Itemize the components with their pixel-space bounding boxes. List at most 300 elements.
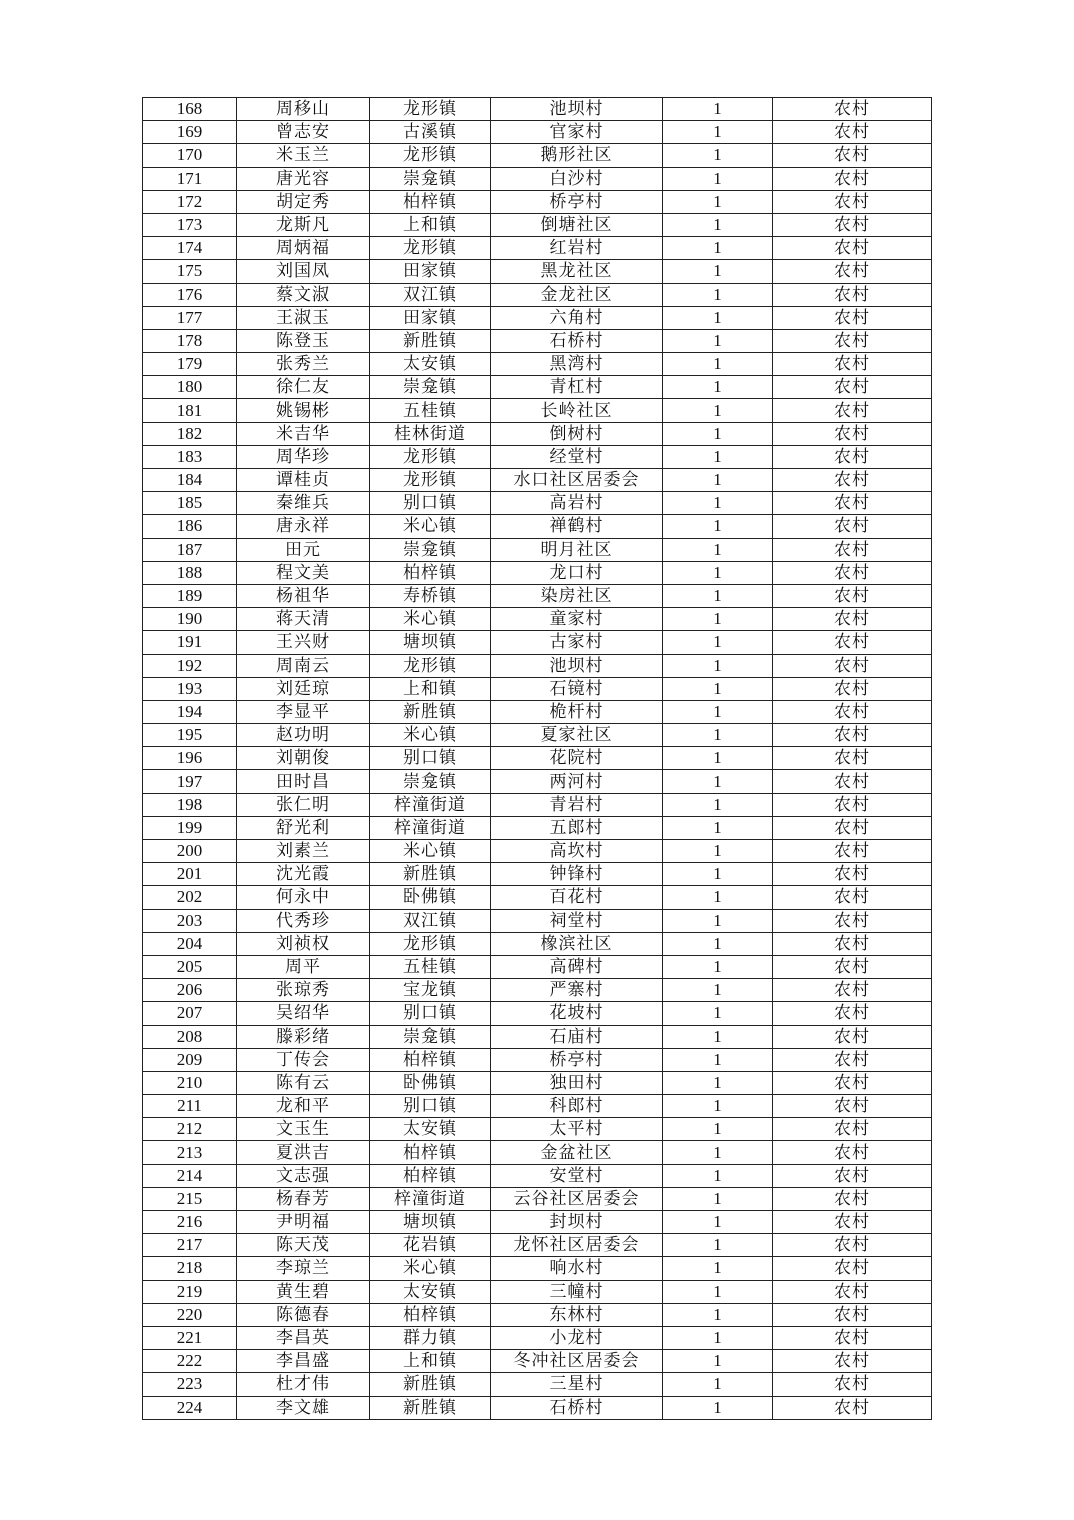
name-cell: 周南云 <box>237 654 370 677</box>
village-cell: 严寨村 <box>491 979 663 1002</box>
village-cell: 石庙村 <box>491 1025 663 1048</box>
category-cell: 农村 <box>773 237 932 260</box>
count-cell: 1 <box>663 770 773 793</box>
count-cell: 1 <box>663 306 773 329</box>
village-cell: 独田村 <box>491 1071 663 1094</box>
town-cell: 塘坝镇 <box>370 631 491 654</box>
village-cell: 红岩村 <box>491 237 663 260</box>
count-cell: 1 <box>663 469 773 492</box>
category-cell: 农村 <box>773 445 932 468</box>
town-cell: 龙形镇 <box>370 469 491 492</box>
row-number-cell: 180 <box>143 376 237 399</box>
village-cell: 黑龙社区 <box>491 260 663 283</box>
town-cell: 崇龛镇 <box>370 770 491 793</box>
town-cell: 崇龛镇 <box>370 167 491 190</box>
count-cell: 1 <box>663 886 773 909</box>
category-cell: 农村 <box>773 1118 932 1141</box>
name-cell: 米玉兰 <box>237 144 370 167</box>
count-cell: 1 <box>663 1141 773 1164</box>
village-cell: 禅鹤村 <box>491 515 663 538</box>
category-cell: 农村 <box>773 1326 932 1349</box>
town-cell: 太安镇 <box>370 1118 491 1141</box>
count-cell: 1 <box>663 631 773 654</box>
table-row <box>143 1211 932 1234</box>
name-cell: 何永中 <box>237 886 370 909</box>
name-cell: 文志强 <box>237 1164 370 1187</box>
row-number-cell: 171 <box>143 167 237 190</box>
name-cell: 丁传会 <box>237 1048 370 1071</box>
count-cell: 1 <box>663 1071 773 1094</box>
town-cell: 田家镇 <box>370 260 491 283</box>
name-cell: 张秀兰 <box>237 353 370 376</box>
table-row <box>143 1373 932 1396</box>
row-number-cell: 220 <box>143 1303 237 1326</box>
table-row <box>143 1025 932 1048</box>
category-cell: 农村 <box>773 283 932 306</box>
name-cell: 程文美 <box>237 561 370 584</box>
roster-table-body <box>143 98 932 1420</box>
name-cell: 龙斯凡 <box>237 213 370 236</box>
count-cell: 1 <box>663 376 773 399</box>
row-number-cell: 181 <box>143 399 237 422</box>
category-cell: 农村 <box>773 190 932 213</box>
category-cell: 农村 <box>773 399 932 422</box>
table-row <box>143 213 932 236</box>
table-row <box>143 399 932 422</box>
count-cell: 1 <box>663 1048 773 1071</box>
count-cell: 1 <box>663 167 773 190</box>
town-cell: 太安镇 <box>370 1280 491 1303</box>
count-cell: 1 <box>663 677 773 700</box>
row-number-cell: 197 <box>143 770 237 793</box>
town-cell: 柏梓镇 <box>370 1164 491 1187</box>
name-cell: 曾志安 <box>237 121 370 144</box>
village-cell: 两河村 <box>491 770 663 793</box>
town-cell: 别口镇 <box>370 1002 491 1025</box>
category-cell: 农村 <box>773 98 932 121</box>
name-cell: 蒋天清 <box>237 608 370 631</box>
row-number-cell: 176 <box>143 283 237 306</box>
town-cell: 宝龙镇 <box>370 979 491 1002</box>
category-cell: 农村 <box>773 747 932 770</box>
town-cell: 龙形镇 <box>370 237 491 260</box>
row-number-cell: 221 <box>143 1326 237 1349</box>
table-row <box>143 932 932 955</box>
count-cell: 1 <box>663 1002 773 1025</box>
category-cell: 农村 <box>773 631 932 654</box>
count-cell: 1 <box>663 283 773 306</box>
name-cell: 黄生碧 <box>237 1280 370 1303</box>
row-number-cell: 169 <box>143 121 237 144</box>
category-cell: 农村 <box>773 840 932 863</box>
name-cell: 沈光霞 <box>237 863 370 886</box>
village-cell: 三星村 <box>491 1373 663 1396</box>
row-number-cell: 196 <box>143 747 237 770</box>
table-row <box>143 1118 932 1141</box>
category-cell: 农村 <box>773 260 932 283</box>
row-number-cell: 199 <box>143 816 237 839</box>
row-number-cell: 186 <box>143 515 237 538</box>
category-cell: 农村 <box>773 306 932 329</box>
town-cell: 崇龛镇 <box>370 538 491 561</box>
town-cell: 崇龛镇 <box>370 1025 491 1048</box>
count-cell: 1 <box>663 932 773 955</box>
name-cell: 张琼秀 <box>237 979 370 1002</box>
category-cell: 农村 <box>773 1071 932 1094</box>
village-cell: 古家村 <box>491 631 663 654</box>
count-cell: 1 <box>663 1373 773 1396</box>
row-number-cell: 187 <box>143 538 237 561</box>
count-cell: 1 <box>663 747 773 770</box>
table-row <box>143 376 932 399</box>
table-row <box>143 863 932 886</box>
category-cell: 农村 <box>773 1187 932 1210</box>
table-row <box>143 306 932 329</box>
village-cell: 倒塘社区 <box>491 213 663 236</box>
town-cell: 龙形镇 <box>370 98 491 121</box>
town-cell: 梓潼街道 <box>370 793 491 816</box>
row-number-cell: 206 <box>143 979 237 1002</box>
town-cell: 新胜镇 <box>370 1373 491 1396</box>
name-cell: 徐仁友 <box>237 376 370 399</box>
name-cell: 杨祖华 <box>237 584 370 607</box>
village-cell: 六角村 <box>491 306 663 329</box>
name-cell: 刘朝俊 <box>237 747 370 770</box>
town-cell: 龙形镇 <box>370 445 491 468</box>
row-number-cell: 182 <box>143 422 237 445</box>
village-cell: 高碑村 <box>491 955 663 978</box>
town-cell: 柏梓镇 <box>370 190 491 213</box>
village-cell: 橡滨社区 <box>491 932 663 955</box>
row-number-cell: 188 <box>143 561 237 584</box>
count-cell: 1 <box>663 840 773 863</box>
name-cell: 龙和平 <box>237 1095 370 1118</box>
table-row <box>143 1002 932 1025</box>
count-cell: 1 <box>663 1118 773 1141</box>
town-cell: 别口镇 <box>370 747 491 770</box>
village-cell: 桥亭村 <box>491 190 663 213</box>
count-cell: 1 <box>663 1164 773 1187</box>
town-cell: 柏梓镇 <box>370 1048 491 1071</box>
name-cell: 刘廷琼 <box>237 677 370 700</box>
category-cell: 农村 <box>773 1095 932 1118</box>
category-cell: 农村 <box>773 724 932 747</box>
name-cell: 陈德春 <box>237 1303 370 1326</box>
count-cell: 1 <box>663 260 773 283</box>
village-cell: 金盆社区 <box>491 1141 663 1164</box>
category-cell: 农村 <box>773 561 932 584</box>
name-cell: 陈有云 <box>237 1071 370 1094</box>
category-cell: 农村 <box>773 1211 932 1234</box>
town-cell: 米心镇 <box>370 840 491 863</box>
count-cell: 1 <box>663 1257 773 1280</box>
category-cell: 农村 <box>773 376 932 399</box>
count-cell: 1 <box>663 654 773 677</box>
category-cell: 农村 <box>773 608 932 631</box>
row-number-cell: 201 <box>143 863 237 886</box>
table-row <box>143 445 932 468</box>
table-row <box>143 584 932 607</box>
village-cell: 明月社区 <box>491 538 663 561</box>
table-row <box>143 1164 932 1187</box>
name-cell: 周平 <box>237 955 370 978</box>
village-cell: 封坝村 <box>491 1211 663 1234</box>
table-row <box>143 1048 932 1071</box>
village-cell: 金龙社区 <box>491 283 663 306</box>
village-cell: 桅杆村 <box>491 700 663 723</box>
category-cell: 农村 <box>773 1002 932 1025</box>
town-cell: 柏梓镇 <box>370 1303 491 1326</box>
count-cell: 1 <box>663 584 773 607</box>
name-cell: 秦维兵 <box>237 492 370 515</box>
row-number-cell: 172 <box>143 190 237 213</box>
village-cell: 夏家社区 <box>491 724 663 747</box>
town-cell: 新胜镇 <box>370 1396 491 1419</box>
town-cell: 塘坝镇 <box>370 1211 491 1234</box>
table-row <box>143 1187 932 1210</box>
row-number-cell: 178 <box>143 329 237 352</box>
name-cell: 唐光容 <box>237 167 370 190</box>
town-cell: 别口镇 <box>370 492 491 515</box>
village-cell: 龙口村 <box>491 561 663 584</box>
town-cell: 米心镇 <box>370 1257 491 1280</box>
table-row <box>143 816 932 839</box>
category-cell: 农村 <box>773 1257 932 1280</box>
name-cell: 滕彩绪 <box>237 1025 370 1048</box>
table-row <box>143 98 932 121</box>
table-row <box>143 260 932 283</box>
row-number-cell: 204 <box>143 932 237 955</box>
village-cell: 桥亭村 <box>491 1048 663 1071</box>
town-cell: 桂林街道 <box>370 422 491 445</box>
table-row <box>143 793 932 816</box>
category-cell: 农村 <box>773 677 932 700</box>
row-number-cell: 170 <box>143 144 237 167</box>
category-cell: 农村 <box>773 863 932 886</box>
category-cell: 农村 <box>773 1396 932 1419</box>
name-cell: 张仁明 <box>237 793 370 816</box>
village-cell: 祠堂村 <box>491 909 663 932</box>
name-cell: 李琼兰 <box>237 1257 370 1280</box>
count-cell: 1 <box>663 1095 773 1118</box>
count-cell: 1 <box>663 1303 773 1326</box>
table-row <box>143 1095 932 1118</box>
count-cell: 1 <box>663 1280 773 1303</box>
town-cell: 梓潼街道 <box>370 816 491 839</box>
town-cell: 寿桥镇 <box>370 584 491 607</box>
table-row <box>143 515 932 538</box>
table-row <box>143 1141 932 1164</box>
category-cell: 农村 <box>773 144 932 167</box>
village-cell: 冬冲社区居委会 <box>491 1350 663 1373</box>
name-cell: 文玉生 <box>237 1118 370 1141</box>
count-cell: 1 <box>663 979 773 1002</box>
row-number-cell: 168 <box>143 98 237 121</box>
name-cell: 李显平 <box>237 700 370 723</box>
name-cell: 周华珍 <box>237 445 370 468</box>
name-cell: 吴绍华 <box>237 1002 370 1025</box>
category-cell: 农村 <box>773 1280 932 1303</box>
row-number-cell: 217 <box>143 1234 237 1257</box>
table-row <box>143 1326 932 1349</box>
village-cell: 太平村 <box>491 1118 663 1141</box>
table-row <box>143 608 932 631</box>
town-cell: 崇龛镇 <box>370 376 491 399</box>
roster-table-container <box>142 97 931 1420</box>
village-cell: 花院村 <box>491 747 663 770</box>
count-cell: 1 <box>663 863 773 886</box>
count-cell: 1 <box>663 1326 773 1349</box>
category-cell: 农村 <box>773 515 932 538</box>
row-number-cell: 189 <box>143 584 237 607</box>
count-cell: 1 <box>663 1234 773 1257</box>
town-cell: 新胜镇 <box>370 700 491 723</box>
table-row <box>143 1071 932 1094</box>
town-cell: 米心镇 <box>370 515 491 538</box>
category-cell: 农村 <box>773 469 932 492</box>
count-cell: 1 <box>663 538 773 561</box>
roster-table <box>142 97 932 1420</box>
count-cell: 1 <box>663 399 773 422</box>
table-row <box>143 469 932 492</box>
category-cell: 农村 <box>773 1303 932 1326</box>
village-cell: 科郎村 <box>491 1095 663 1118</box>
village-cell: 百花村 <box>491 886 663 909</box>
town-cell: 上和镇 <box>370 677 491 700</box>
name-cell: 李昌英 <box>237 1326 370 1349</box>
category-cell: 农村 <box>773 538 932 561</box>
row-number-cell: 218 <box>143 1257 237 1280</box>
village-cell: 高坎村 <box>491 840 663 863</box>
village-cell: 青岩村 <box>491 793 663 816</box>
category-cell: 农村 <box>773 329 932 352</box>
count-cell: 1 <box>663 98 773 121</box>
town-cell: 龙形镇 <box>370 932 491 955</box>
category-cell: 农村 <box>773 793 932 816</box>
name-cell: 舒光利 <box>237 816 370 839</box>
count-cell: 1 <box>663 329 773 352</box>
table-row <box>143 1257 932 1280</box>
count-cell: 1 <box>663 793 773 816</box>
count-cell: 1 <box>663 1211 773 1234</box>
village-cell: 鹅形社区 <box>491 144 663 167</box>
category-cell: 农村 <box>773 700 932 723</box>
row-number-cell: 200 <box>143 840 237 863</box>
village-cell: 东林村 <box>491 1303 663 1326</box>
village-cell: 龙怀社区居委会 <box>491 1234 663 1257</box>
count-cell: 1 <box>663 515 773 538</box>
table-row <box>143 677 932 700</box>
row-number-cell: 212 <box>143 1118 237 1141</box>
count-cell: 1 <box>663 561 773 584</box>
village-cell: 小龙村 <box>491 1326 663 1349</box>
count-cell: 1 <box>663 237 773 260</box>
town-cell: 上和镇 <box>370 1350 491 1373</box>
category-cell: 农村 <box>773 492 932 515</box>
village-cell: 黑湾村 <box>491 353 663 376</box>
row-number-cell: 190 <box>143 608 237 631</box>
town-cell: 柏梓镇 <box>370 561 491 584</box>
town-cell: 田家镇 <box>370 306 491 329</box>
name-cell: 胡定秀 <box>237 190 370 213</box>
village-cell: 钟锋村 <box>491 863 663 886</box>
row-number-cell: 216 <box>143 1211 237 1234</box>
town-cell: 卧佛镇 <box>370 1071 491 1094</box>
table-row <box>143 979 932 1002</box>
row-number-cell: 210 <box>143 1071 237 1094</box>
name-cell: 唐永祥 <box>237 515 370 538</box>
town-cell: 新胜镇 <box>370 863 491 886</box>
village-cell: 童家村 <box>491 608 663 631</box>
name-cell: 田元 <box>237 538 370 561</box>
village-cell: 云谷社区居委会 <box>491 1187 663 1210</box>
name-cell: 刘祯权 <box>237 932 370 955</box>
row-number-cell: 191 <box>143 631 237 654</box>
table-row <box>143 190 932 213</box>
category-cell: 农村 <box>773 886 932 909</box>
row-number-cell: 183 <box>143 445 237 468</box>
village-cell: 青杠村 <box>491 376 663 399</box>
town-cell: 别口镇 <box>370 1095 491 1118</box>
count-cell: 1 <box>663 608 773 631</box>
name-cell: 姚锡彬 <box>237 399 370 422</box>
table-row <box>143 909 932 932</box>
category-cell: 农村 <box>773 654 932 677</box>
table-row <box>143 283 932 306</box>
table-row <box>143 353 932 376</box>
row-number-cell: 219 <box>143 1280 237 1303</box>
table-row <box>143 1234 932 1257</box>
table-row <box>143 1396 932 1419</box>
village-cell: 石桥村 <box>491 1396 663 1419</box>
town-cell: 龙形镇 <box>370 654 491 677</box>
row-number-cell: 222 <box>143 1350 237 1373</box>
table-row <box>143 1280 932 1303</box>
town-cell: 柏梓镇 <box>370 1141 491 1164</box>
count-cell: 1 <box>663 955 773 978</box>
name-cell: 刘素兰 <box>237 840 370 863</box>
name-cell: 陈登玉 <box>237 329 370 352</box>
name-cell: 尹明福 <box>237 1211 370 1234</box>
village-cell: 安堂村 <box>491 1164 663 1187</box>
village-cell: 倒树村 <box>491 422 663 445</box>
table-row <box>143 840 932 863</box>
village-cell: 高岩村 <box>491 492 663 515</box>
row-number-cell: 174 <box>143 237 237 260</box>
row-number-cell: 208 <box>143 1025 237 1048</box>
village-cell: 水口社区居委会 <box>491 469 663 492</box>
village-cell: 染房社区 <box>491 584 663 607</box>
town-cell: 新胜镇 <box>370 329 491 352</box>
count-cell: 1 <box>663 1350 773 1373</box>
row-number-cell: 202 <box>143 886 237 909</box>
village-cell: 三幢村 <box>491 1280 663 1303</box>
name-cell: 杨春芳 <box>237 1187 370 1210</box>
town-cell: 五桂镇 <box>370 955 491 978</box>
name-cell: 周移山 <box>237 98 370 121</box>
category-cell: 农村 <box>773 167 932 190</box>
village-cell: 石桥村 <box>491 329 663 352</box>
town-cell: 五桂镇 <box>370 399 491 422</box>
name-cell: 周炳福 <box>237 237 370 260</box>
table-row <box>143 724 932 747</box>
table-row <box>143 121 932 144</box>
name-cell: 代秀珍 <box>237 909 370 932</box>
village-cell: 池坝村 <box>491 98 663 121</box>
count-cell: 1 <box>663 1396 773 1419</box>
category-cell: 农村 <box>773 1141 932 1164</box>
town-cell: 上和镇 <box>370 213 491 236</box>
